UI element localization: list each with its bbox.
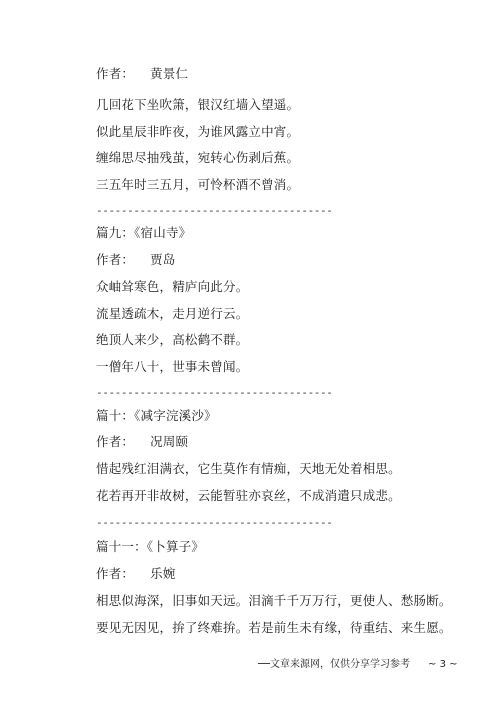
author-name: 贾岛	[150, 252, 176, 267]
poem-line: 惜起残红泪满衣，它生莫作有情痴，天地无处着相思。	[96, 461, 401, 476]
poem-line: 花若再开非故树，云能暂驻亦哀丝，不成消遣只成悲。	[96, 488, 401, 503]
author-name: 况周颐	[150, 434, 189, 449]
separator: --------------------------------------	[96, 204, 333, 217]
poem-line: 三五年时三五月，可怜杯酒不曾消。	[96, 177, 300, 192]
poem-line: 要见无因见，拚了终难拚。若是前生未有缘，待重结、来生愿。	[96, 620, 452, 635]
author-name: 黄景仁	[150, 66, 189, 81]
poem-line: 缠绵思尽抽残茧，宛转心伤剥后蕉。	[96, 150, 300, 165]
section-title: 篇十一：《卜算子》	[96, 539, 205, 554]
page-footer	[258, 655, 458, 670]
author-label: 作者：	[96, 252, 135, 267]
poem-line: 众岫耸寒色，精庐向此分。	[96, 279, 249, 294]
poem-line: 绝顶人来少，高松鹤不群。	[96, 332, 249, 347]
author-label: 作者：	[96, 434, 135, 449]
poem-line: 相思似海深，旧事如天远。泪滴千千万万行，更使人、愁肠断。	[96, 593, 452, 608]
author-line	[96, 434, 188, 450]
author-line	[96, 566, 176, 582]
poem-line: 似此星辰非昨夜，为谁风露立中宵。	[96, 124, 300, 139]
poem-line: 流星透疏木，走月逆行云。	[96, 306, 249, 321]
separator: --------------------------------------	[96, 386, 333, 399]
separator: --------------------------------------	[96, 516, 333, 529]
author-label: 作者：	[96, 66, 135, 81]
author-label: 作者：	[96, 566, 135, 581]
footer-source-text: ──文章来源网，仅供分享学习参考	[258, 659, 411, 670]
author-line	[96, 66, 188, 82]
section-title: 篇九：《宿山寺》	[96, 225, 192, 240]
author-line	[96, 252, 176, 268]
poem-line: 几回花下坐吹箫，银汉红墙入望遥。	[96, 97, 300, 112]
page-number: ~ 3 ~	[428, 659, 458, 670]
section-title: 篇十：《减字浣溪沙》	[96, 408, 217, 423]
poem-line: 一僧年八十，世事未曾闻。	[96, 359, 249, 374]
author-name: 乐婉	[150, 566, 176, 581]
